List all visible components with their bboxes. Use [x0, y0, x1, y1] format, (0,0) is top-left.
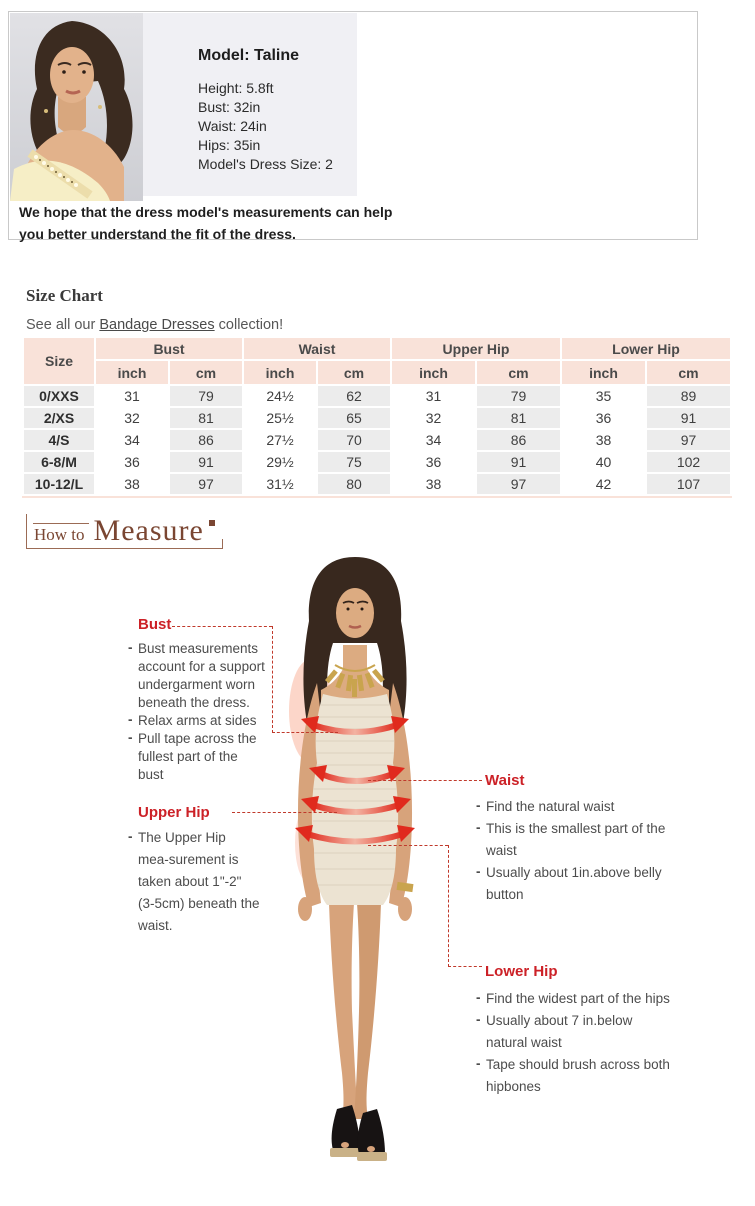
bust-connector-line: [272, 732, 338, 733]
sub-header-cm: cm: [647, 361, 730, 384]
cell: 40: [562, 452, 645, 472]
lower-hip-connector-line: [448, 845, 449, 967]
sub-header-cm: cm: [477, 361, 560, 384]
sub-header-inch: inch: [96, 361, 168, 384]
cell: 38: [392, 474, 475, 494]
measure-figure-illustration: [263, 553, 448, 1173]
cell: 70: [318, 430, 390, 450]
col-group-waist: Waist: [244, 338, 390, 359]
model-photo: [10, 13, 143, 201]
col-group-upper-hip: Upper Hip: [392, 338, 560, 359]
list-item: - Relax arms at sides: [128, 712, 266, 730]
sub-header-inch: inch: [392, 361, 475, 384]
cell: 79: [477, 386, 560, 406]
cell: 27½: [244, 430, 316, 450]
model-stat-bust: Bust: 32in: [198, 99, 261, 115]
sub-header-inch: inch: [244, 361, 316, 384]
col-header-size: Size: [24, 338, 94, 384]
table-row: [24, 474, 730, 494]
row-size-label: 0/XXS: [24, 386, 94, 406]
lower-hip-connector-line: [368, 845, 448, 846]
cell: 65: [318, 408, 390, 428]
cell: 38: [96, 474, 168, 494]
sub-header-cm: cm: [170, 361, 242, 384]
table-row: [24, 430, 730, 450]
cell: 31: [392, 386, 475, 406]
cell: 89: [647, 386, 730, 406]
cell: 81: [170, 408, 242, 428]
size-chart-table: [22, 336, 732, 498]
bust-bullet-list: [128, 640, 266, 784]
bust-connector-line: [172, 626, 272, 627]
heading-measure: Measure: [93, 514, 204, 547]
cell: 32: [96, 408, 168, 428]
cell: 25½: [244, 408, 316, 428]
model-note-line1: We hope that the dress model's measurements can help: [19, 204, 393, 220]
cell: 34: [392, 430, 475, 450]
cell: 38: [562, 430, 645, 450]
how-to-measure-heading: [26, 514, 223, 549]
cell: 107: [647, 474, 730, 494]
cell: 91: [170, 452, 242, 472]
cell: 86: [477, 430, 560, 450]
row-size-label: 10-12/L: [24, 474, 94, 494]
cell: 81: [477, 408, 560, 428]
cell: 75: [318, 452, 390, 472]
list-item: - Find the widest part of the hips: [476, 988, 676, 1010]
list-item: - This is the smallest part of the waist: [476, 818, 666, 862]
cell: 36: [392, 452, 475, 472]
model-stats-list: [198, 79, 333, 174]
model-stats-panel: [143, 13, 357, 196]
bust-label: Bust: [138, 616, 172, 633]
table-row: [24, 452, 730, 472]
cell: 102: [647, 452, 730, 472]
list-item: - Pull tape across the fullest part of the bust: [128, 730, 266, 784]
collection-link-line: [26, 317, 283, 333]
cell: 79: [170, 386, 242, 406]
cell: 80: [318, 474, 390, 494]
cell: 31: [96, 386, 168, 406]
col-group-bust: Bust: [96, 338, 242, 359]
heading-how-to: How to: [33, 523, 89, 544]
upper-hip-connector-line: [232, 812, 337, 813]
model-note: [19, 201, 439, 245]
list-item: - Usually about 7 in.below natural waist: [476, 1010, 676, 1054]
cell: 86: [170, 430, 242, 450]
cell: 31½: [244, 474, 316, 494]
waist-label: Waist: [485, 772, 525, 789]
cell: 24½: [244, 386, 316, 406]
cell: 32: [392, 408, 475, 428]
cell: 91: [647, 408, 730, 428]
model-name-title: Model: Taline: [198, 47, 300, 64]
sub-header-inch: inch: [562, 361, 645, 384]
upper-hip-label: Upper Hip: [138, 804, 210, 821]
cell: 34: [96, 430, 168, 450]
square-bullet-icon: [209, 520, 215, 526]
table-row: [24, 386, 730, 406]
cell: 97: [477, 474, 560, 494]
list-item: - The Upper Hip mea-surement is taken about 1"-2" (3-5cm) beneath the waist.: [128, 827, 260, 937]
col-group-lower-hip: Lower Hip: [562, 338, 730, 359]
table-row: [24, 408, 730, 428]
cell: 91: [477, 452, 560, 472]
waist-connector-line: [368, 780, 482, 781]
list-item: - Usually about 1in.above belly button: [476, 862, 666, 906]
bust-connector-line: [272, 626, 273, 733]
list-item: - Tape should brush across both hipbones: [476, 1054, 676, 1098]
row-size-label: 4/S: [24, 430, 94, 450]
upper-hip-bullet-list: [128, 827, 260, 937]
model-stat-hips: Hips: 35in: [198, 137, 261, 153]
cell: 36: [562, 408, 645, 428]
row-size-label: 6-8/M: [24, 452, 94, 472]
sub-header-cm: cm: [318, 361, 390, 384]
size-chart-heading: Size Chart: [26, 286, 103, 305]
row-size-label: 2/XS: [24, 408, 94, 428]
model-info-box: [8, 11, 698, 240]
list-item: - Find the natural waist: [476, 796, 666, 818]
model-note-line2: you better understand the fit of the dress.: [19, 226, 296, 242]
link-suffix: collection!: [214, 317, 284, 333]
model-stat-waist: Waist: 24in: [198, 118, 267, 134]
model-stat-dress-size: Model's Dress Size: 2: [198, 156, 333, 172]
lower-hip-label: Lower Hip: [485, 963, 558, 980]
cell: 35: [562, 386, 645, 406]
cell: 97: [170, 474, 242, 494]
list-item: - Bust measurements account for a support undergarment worn beneath the dress.: [128, 640, 266, 712]
lower-hip-connector-line: [448, 966, 482, 967]
bandage-dresses-link[interactable]: Bandage Dresses: [99, 317, 215, 333]
cell: 29½: [244, 452, 316, 472]
model-stat-height: Height: 5.8ft: [198, 80, 274, 96]
cell: 62: [318, 386, 390, 406]
cell: 97: [647, 430, 730, 450]
cell: 42: [562, 474, 645, 494]
link-prefix: See all our: [26, 317, 100, 333]
lower-hip-bullet-list: [476, 988, 676, 1098]
waist-bullet-list: [476, 796, 666, 906]
cell: 36: [96, 452, 168, 472]
